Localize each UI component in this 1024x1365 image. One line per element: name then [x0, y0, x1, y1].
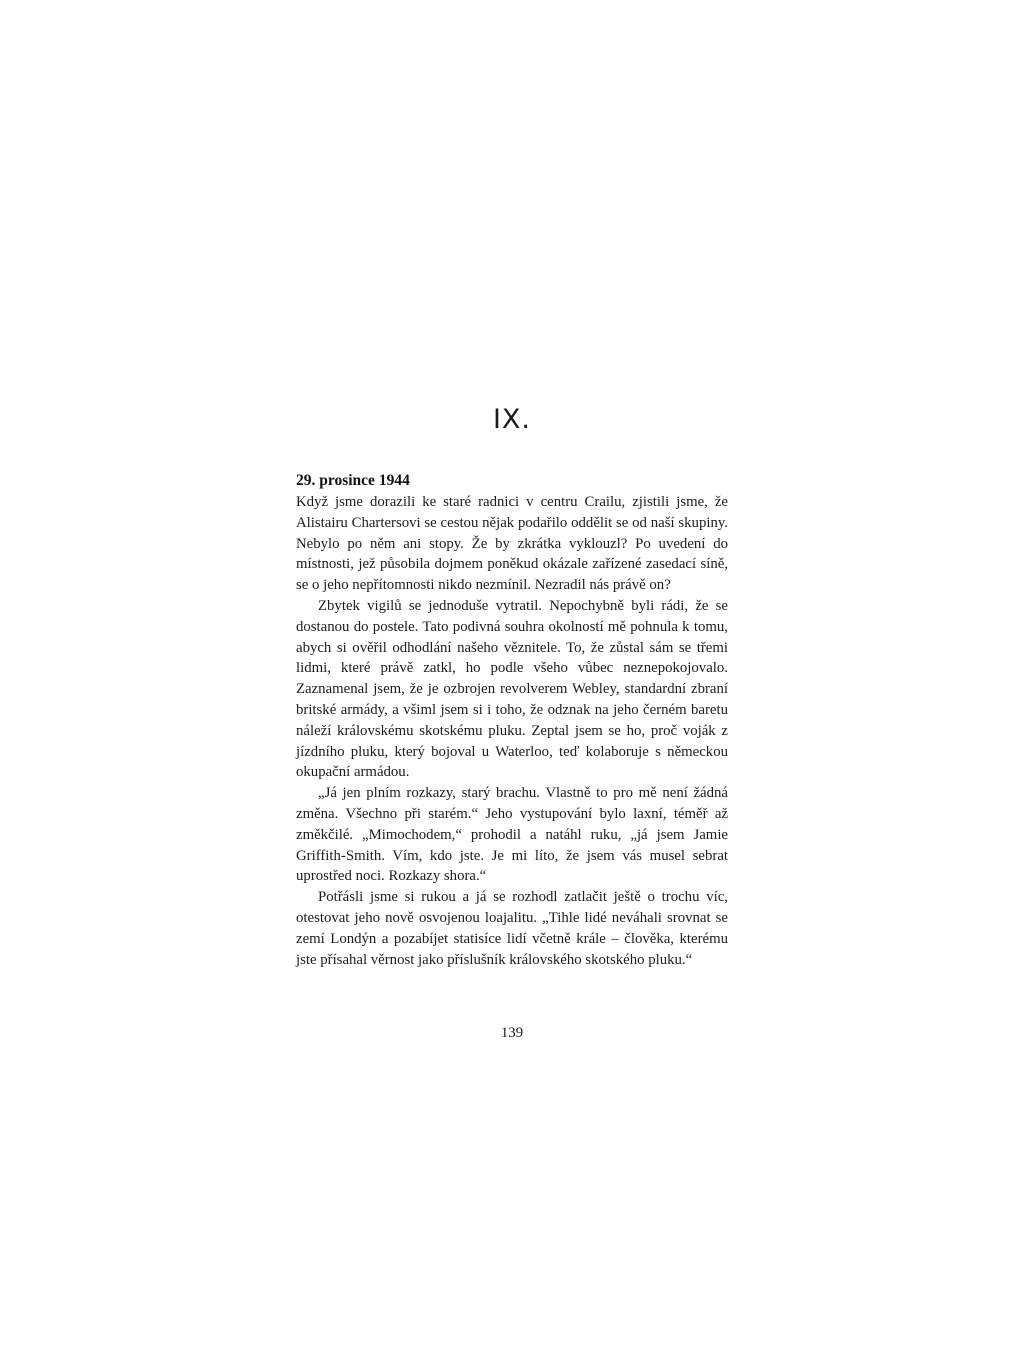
paragraph-1: Když jsme dorazili ke staré radnici v centru Crailu, zjistili jsme, že Alistairu Chartersovi se cestou nějak podařilo oddělit se od naší skupiny. Nebylo po něm ani stopy. Že by zkrátka vyklouzl? Po uvedení do místnosti, jež působila dojmem poněkud okázale zařízené zasedací síně, se o jeho nepřítomnosti nikdo nezmínil. Nezradil nás právě on? [296, 494, 728, 594]
paragraph-4: Potřásli jsme si rukou a já se rozhodl zatlačit ještě o trochu víc, otestovat jeho nově osvojenou loajalitu. „Tihle lidé neváhali srovnat se zemí Londýn a pozabíjet statisíce lidí včetně krále – člověka, kterému jste přísahal věrnost jako příslušník královského skotského pluku.“ [296, 889, 728, 968]
page-number: 139 [500, 1025, 524, 1041]
section-date-heading: 29. prosince 1944 [296, 472, 410, 489]
paragraph-2: Zbytek vigilů se jednoduše vytratil. Nepochybně byli rádi, že se dostanou do postele. Tato podivná souhra okolností mě pohnula k tomu, abych si ověřil odhodlání našeho věznitele. To, že zůstal sám se třemi lidmi, které právě zatkl, ho podle všeho vůbec neznepokojovalo. Zaznamenal jsem, že je ozbrojen revolverem Webley, standardní zbraní britské armády, a všiml jsem si i toho, že odznak na jeho černém baretu náleží královskému skotskému pluku. Zeptal jsem se ho, proč voják z jízdního pluku, který bojoval u Waterloo, teď kolaboruje s německou okupační armádou. [296, 597, 728, 781]
paragraph-3: „Já jen plním rozkazy, starý brachu. Vlastně to pro mě není žádná změna. Všechno při starém.“ Jeho vystupování bylo laxní, téměř až změkčilé. „Mimochodem,“ prohodil a natáhl ruku, „já jsem Jamie Griffith-Smith. Vím, kdo jste. Je mi líto, že jsem vás musel sebrat uprostřed noci. Rozkazy shora.“ [296, 785, 728, 885]
chapter-title: IX. [492, 404, 532, 435]
chapter-body [296, 470, 728, 970]
